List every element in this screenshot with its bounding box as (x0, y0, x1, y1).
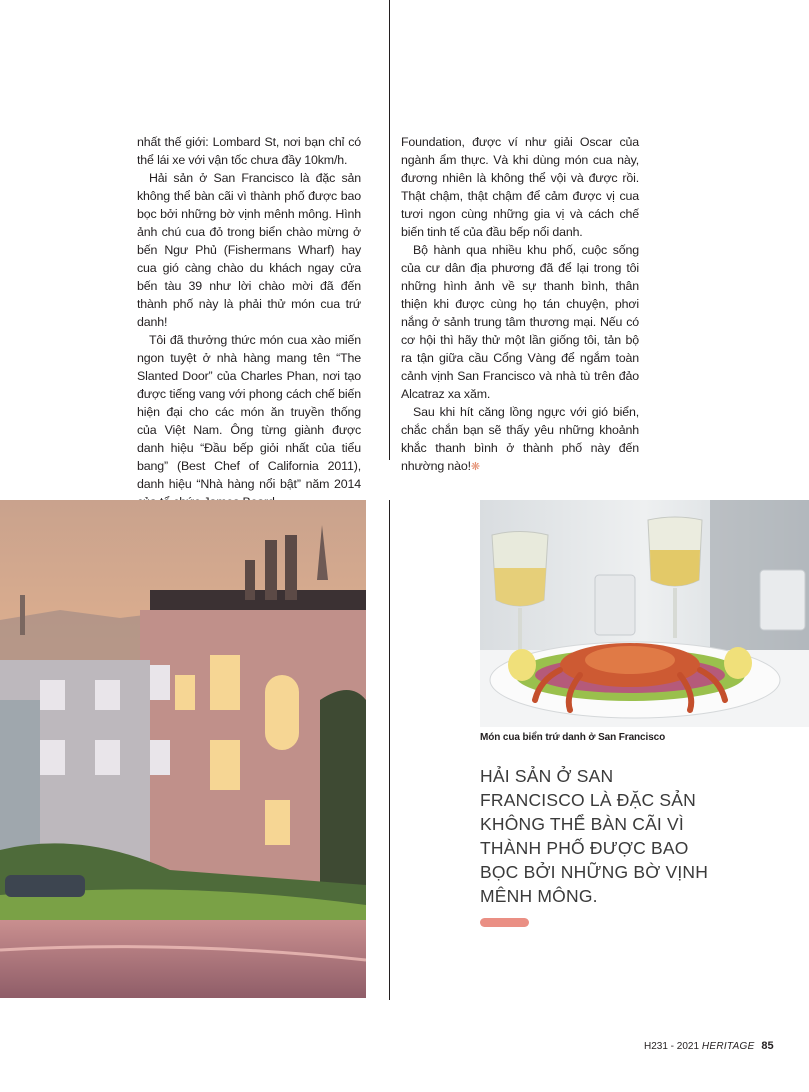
paragraph: nhất thế giới: Lombard St, nơi bạn chỉ có thể lái xe với vận tốc chưa đầy 10km/h. (137, 135, 361, 167)
column-divider-top (389, 0, 390, 460)
article-column-left (137, 133, 361, 511)
paragraph: Foundation, được ví như giải Oscar của ngành ẩm thực. Và khi dùng món cua này, đương nhiên là không thể vội và được rồi. Thật chậm, thật chậm để cảm được vị cua tươi ngon cùng những gia vị và cách chế biến tinh tế của đầu bếp nổi danh. (401, 135, 639, 239)
photo-caption: Món cua biển trứ danh ở San Francisco (480, 732, 666, 743)
issue-number: H231 - 2021 (644, 1041, 700, 1052)
paragraph-text: Sau khi hít căng lồng ngực với gió biển, chắc chắn bạn sẽ thấy yêu những khoảnh khắc thanh bình ở thành phố này đến nhường nào! (401, 405, 639, 473)
paragraph-last (401, 403, 639, 476)
page-number: 85 (761, 1040, 774, 1052)
column-divider-bottom (389, 500, 390, 1000)
magazine-name: HERITAGE (701, 1041, 755, 1052)
lombard-street-photo (0, 500, 366, 998)
paragraph: Bộ hành qua nhiều khu phố, cuộc sống của cư dân địa phương đã để lại trong tôi những hình ảnh về sự thanh bình, thân thiện khi được cùng họ tán chuyện, phơi nắng ở sảnh trung tâm thương mại. Nếu có cơ hội thì hãy thử một lần giống tôi, tản bộ ra tận giữa cầu Cổng Vàng để ngắm toàn cảnh vịnh San Francisco và nhà tù trên đảo Alcatraz xa xăm. (401, 243, 639, 401)
pull-quote: HẢI SẢN Ở SAN FRANCISCO LÀ ĐẶC SẢN KHÔNG THỂ BÀN CÃI VÌ THÀNH PHỐ ĐƯỢC BAO BỌC BỞI NHỮNG BỜ VỊNH MÊNH MÔNG. (480, 766, 709, 906)
page-footer (644, 1040, 774, 1052)
crab-dish-photo (480, 500, 809, 727)
paragraph: Tôi đã thưởng thức món cua xào miến ngon tuyệt ở nhà hàng mang tên “The Slanted Door” của Charles Phan, nơi tạo được tiếng vang với phong cách chế biến hiện đại cho các món ăn truyền thống của Việt Nam. Ông từng giành được danh hiệu “Đầu bếp giỏi nhất của tiểu bang” (Best Chef of California 2011), danh hiệu “Nhà hàng nổi bật” năm 2014 (137, 333, 361, 491)
end-mark-icon: ❋ (470, 461, 480, 473)
article-column-right (401, 133, 639, 476)
accent-bar (480, 918, 529, 927)
paragraph: Hải sản ở San Francisco là đặc sản không thể bàn cãi vì thành phố được bao bọc bởi những bờ vịnh mênh mông. Hình ảnh chú cua đỏ trong biển chào mừng ở bến Ngư Phủ (Fishermans Wharf) hay cua gió càng chào du khách ngay cửa bến tàu 39 như lời chào mời đã đến thành phố này là phải thử món cua trứ danh! (137, 171, 361, 329)
